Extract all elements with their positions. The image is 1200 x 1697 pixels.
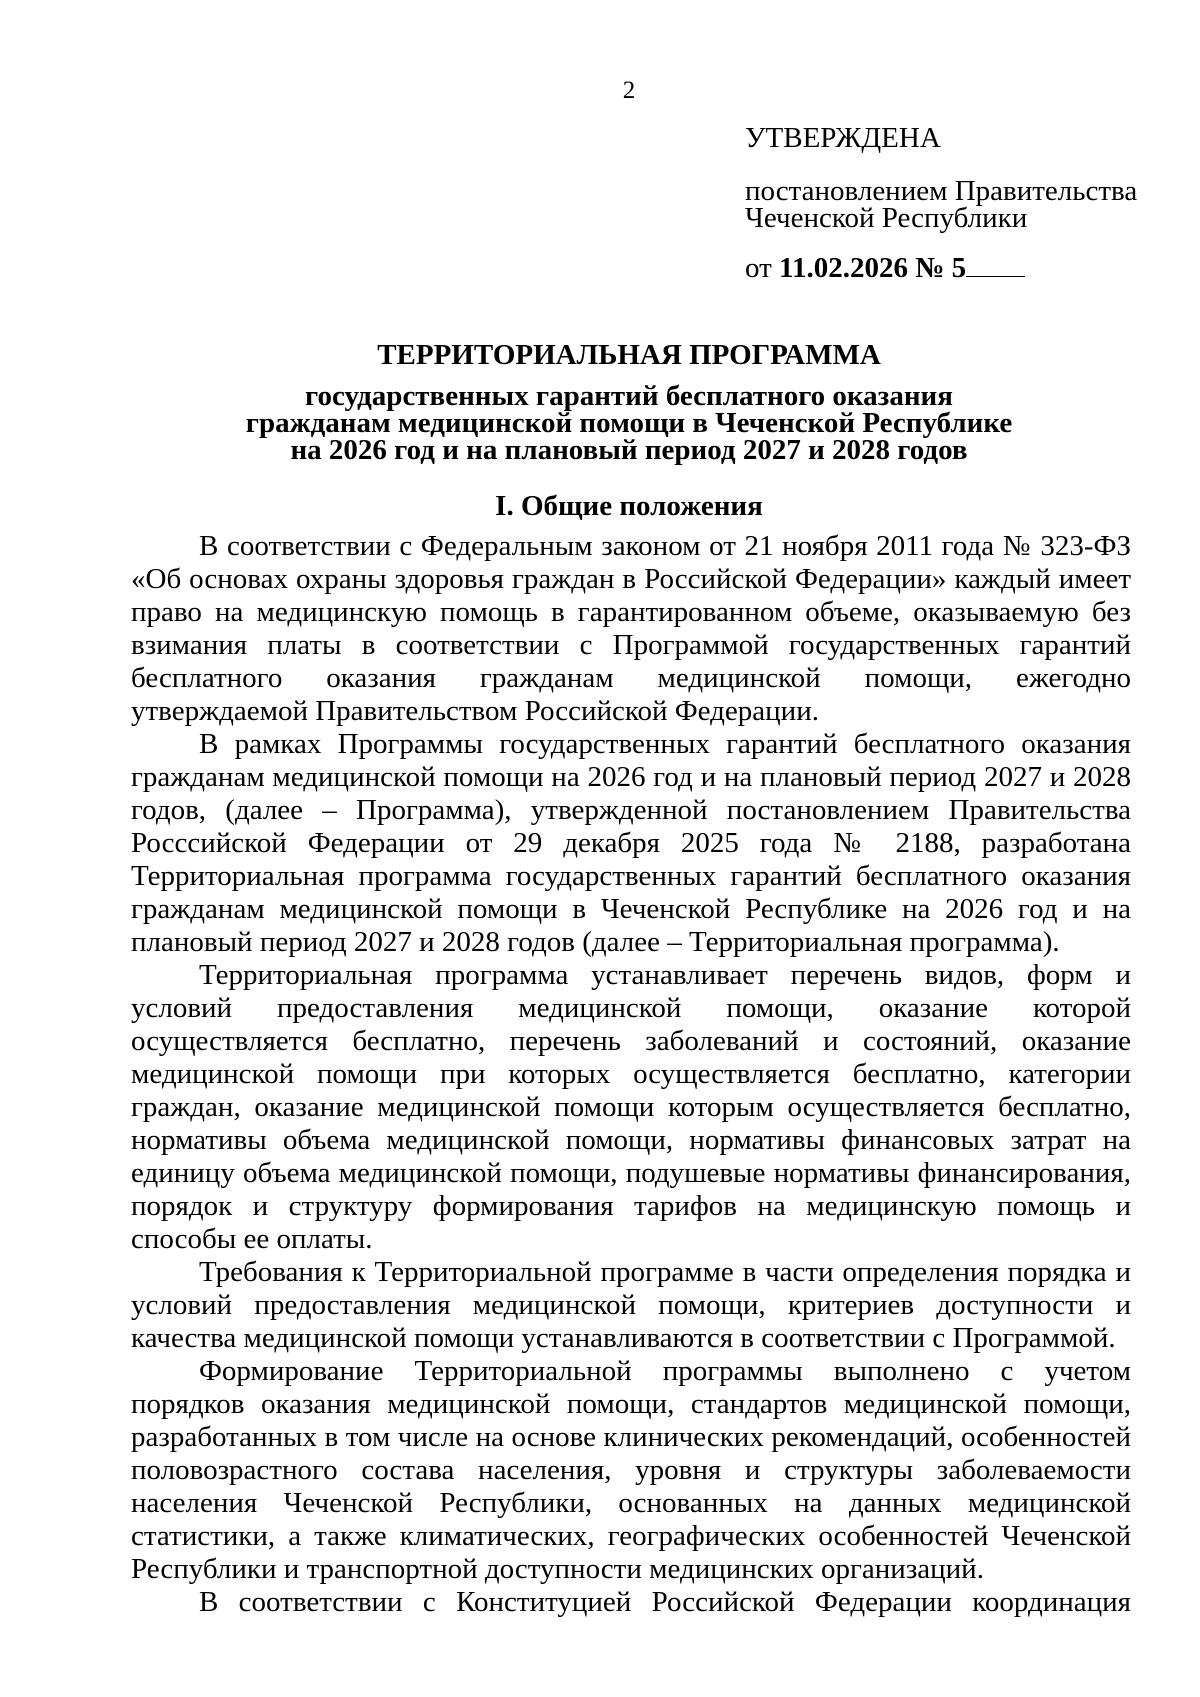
- signature-blank-line: [966, 252, 1025, 277]
- body-text: [131, 530, 1131, 1619]
- approval-date-line: [745, 251, 1165, 285]
- approval-date-prefix: от: [745, 252, 772, 284]
- page-number: 2: [622, 77, 636, 104]
- approval-decree-line: постановлением Правительства: [745, 175, 1138, 207]
- approval-decree-line: Чеченской Республики: [745, 202, 1028, 234]
- paragraph: Требования к Территориальной программе в части определения порядка и условий предоставления медицинской помощи, критериев доступности и качества медицинской помощи устанавливаются в соответствии с Программой.: [131, 1256, 1131, 1354]
- paragraph: Формирование Территориальной программы выполнено с учетом порядков оказания медицинской помощи, стандартов медицинской помощи, разработанных в том числе на основе клинических рекомендаций, особенностей половозрастного состава населения, уровня и структуры заболеваемости населения Чеченской Республики, основанных на данных медицинской статистики, а также климатических, географических особенностей Чеченской Республики и транспортной доступности медицинских организаций.: [131, 1355, 1131, 1585]
- approval-decree: [745, 175, 1165, 234]
- subtitle-line: на 2026 год и на плановый период 2027 и 2028 годов: [290, 434, 968, 466]
- approval-stamp-label: УТВЕРЖДЕНА: [745, 122, 941, 154]
- approval-block: [745, 121, 1165, 285]
- paragraph: В рамках Программы государственных гарантий бесплатного оказания гражданам медицинской помощи на 2026 год и на плановый период 2027 и 2028 годов, (далее – Программа), утвержденной постановлением Правительства Росссийской Федерации от 29 декабря 2025 года № 2188, разработана Территориальная программа государственных гарантий бесплатного оказания гражданам медицинской помощи в Чеченской Республике на 2026 год и на плановый период 2027 и 2028 годов (далее – Территориальная программа).: [131, 728, 1131, 958]
- paragraph: В соответствии с Конституцией Российской Федерации координация: [199, 1586, 1131, 1618]
- approval-number: № 5: [915, 252, 967, 284]
- subtitle-line: гражданам медицинской помощи в Чеченской Республике: [245, 407, 1013, 439]
- paragraph: Территориальная программа устанавливает перечень видов, форм и условий предоставления медицинской помощи, оказание которой осуществляется бесплатно, перечень заболеваний и состояний, оказание медицинской помощи при которых осуществляется бесплатно, категории граждан, оказание медицинской помощи которым осуществляется бесплатно, нормативы объема медицинской помощи, нормативы финансовых затрат на единицу объема медицинской помощи, подушевые нормативы финансирования, порядок и структуру формирования тарифов на медицинскую помощь и способы ее оплаты.: [131, 959, 1131, 1255]
- approval-date: 11.02.2026: [779, 252, 908, 284]
- section-heading: I. Общие положения: [495, 490, 763, 522]
- paragraph: В соответствии с Федеральным законом от 21 ноября 2011 года № 323-ФЗ «Об основах охраны здоровья граждан в Российской Федерации» каждый имеет право на медицинскую помощь в гарантированном объеме, оказываемую без взимания платы в соответствии с Программой государственных гарантий бесплатного оказания гражданам медицинской помощи, ежегодно утверждаемой Правительством Российской Федерации.: [131, 530, 1131, 727]
- document-subtitle: [0, 380, 1200, 466]
- subtitle-line: государственных гарантий бесплатного оказания: [305, 380, 953, 412]
- document-title: ТЕРРИТОРИАЛЬНАЯ ПРОГРАММА: [377, 339, 881, 371]
